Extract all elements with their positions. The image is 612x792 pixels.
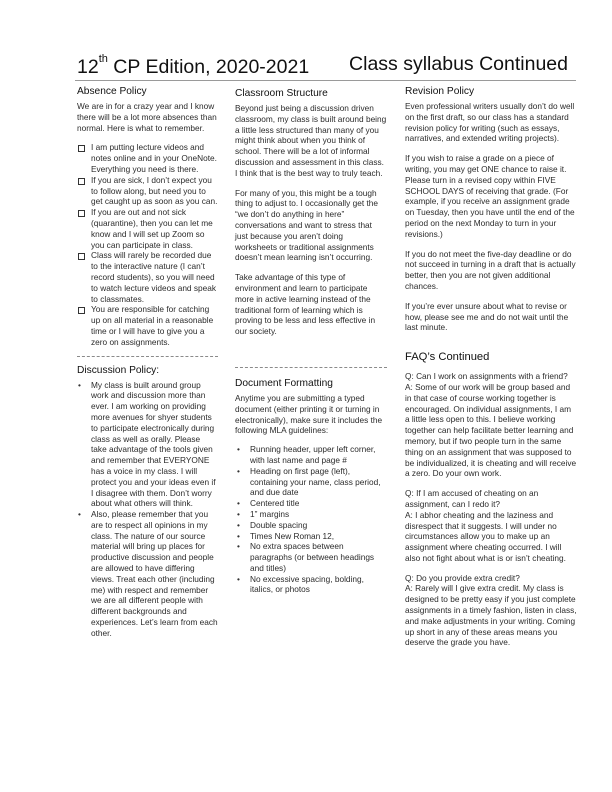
absence-policy-title: Absence Policy [77, 86, 147, 97]
discussion-list [77, 380, 218, 639]
edition-prefix: 12 [77, 56, 99, 78]
faq-list [405, 371, 577, 648]
revision-paragraph: Even professional writers usually don’t do well on the first draft, so our class has a standard revision policy for writing (such as essays, narratives, and extended writing projects). [405, 101, 575, 144]
section-divider [235, 367, 387, 368]
absence-item: If you are out and not sick (quarantine), then you can let me know and I will set up Zoom so you can participate in class. [77, 207, 218, 250]
classroom-paragraph: Beyond just being a discussion driven classroom, my class is built around being a little less structured than many of you might think about when you think of school. There will be a lot of informal discussion and assessment in this class. I think that is the best way to truly teach. [235, 103, 387, 178]
column-left [77, 86, 218, 639]
formatting-intro: Anytime you are submitting a typed document (either printing it or turning in electronically), make sure it includes the following MLA guidelines: [235, 392, 383, 436]
header-divider [75, 80, 576, 81]
formatting-item: • Times New Roman 12, [235, 531, 387, 542]
revision-policy-title: Revision Policy [405, 86, 475, 97]
document-formatting-title: Document Formatting [235, 377, 333, 389]
revision-paragraph: If you’re ever unsure about what to revise or how, please see me and do not wait until the last minute. [405, 300, 569, 333]
absence-intro: We are in for a crazy year and I know there will be a lot more absences than normal. Here is what to remember. [77, 101, 217, 133]
discussion-item: • My class is built around group work and discussion more than ever. I am working on providing more avenues for shyer students to participate electronically during class as well as orally. Please take advantage of the tools given and remember that EVERYONE has a voice in my class. I will protect you and your ideas even if I disagree with them. Don’t worry about what others will think. [77, 380, 218, 510]
faq-item: Q: If I am accused of cheating on an assignment, can I redo it? A: I abhor cheating and the laziness and disrespect that it suggests. I will under no circumstances allow you to make up an assignment where cheating occurred. I will also not fight about what is or isn’t cheating. [405, 488, 566, 563]
classroom-paragraph: Take advantage of this type of environment and learn to participate more in active learning instead of the traditional form of learning which is proving to be less and less effective in our society. [235, 272, 376, 337]
formatting-item: • No extra spaces between paragraphs (or between headings and titles) [235, 541, 387, 573]
faq-item: Q: Can I work on assignments with a friend? A: Some of our work will be group based and in that case of course working together is encouraged. On individual assignments, I am a little less open to this. I believe working together can help facilitate better learning and memory, but if two people turn in the same thing on an assignment that was supposed to be individualized, it is cheating and will receive a zero. Do your own work. [405, 371, 577, 479]
discussion-policy-title: Discussion Policy: [77, 364, 160, 376]
faq-title: FAQ’s Continued [405, 351, 490, 364]
absence-list [77, 142, 218, 347]
formatting-item: • No excessive spacing, bolding, italics, or photos [235, 574, 387, 596]
column-middle [235, 88, 387, 595]
absence-item: If you are sick, I don’t expect you to follow along, but need you to get caught up as soon as you can. [77, 175, 218, 207]
discussion-item: • Also, please remember that you are to respect all opinions in my class. The nature of our source material will bring up places for productive discussion and people are allowed to have differing views. Treat each other (including me) with respect and remember we are all different people with different backgrounds and experiences. Let’s learn from each other. [77, 509, 218, 639]
column-right [405, 86, 577, 657]
formatting-item: • Double spacing [235, 520, 387, 531]
faq-item: Q: Do you provide extra credit? A: Rarely will I give extra credit. My class is designed to be pretty easy if you just complete assignments in a timely fashion, listen in class, and make adjustments in your writing. Coming up short in any of these areas means you deserve the grade you have. [405, 572, 577, 648]
revision-paragraph: If you do not meet the five-day deadline or do not succeed in turning in a draft that is actually better, then you are not given additional chances. [405, 248, 576, 291]
edition-rest: CP Edition, 2020-2021 [107, 56, 310, 78]
formatting-item: • 1” margins [235, 509, 387, 520]
edition-superscript: th [98, 53, 108, 65]
formatting-item: • Heading on first page (left), containing your name, class period, and due date [235, 466, 387, 498]
absence-item: You are responsible for catching up on all material in a reasonable time or I will have to give you a zero on assignments. [77, 304, 218, 347]
absence-item: I am putting lecture videos and notes online and in your OneNote. Everything you need is there. [77, 142, 218, 174]
absence-item: Class will rarely be recorded due to the interactive nature (I can’t record students), so you will need to watch lecture videos and speak to classmates. [77, 250, 218, 304]
edition-heading [77, 53, 310, 79]
section-divider [77, 356, 218, 357]
formatting-list [235, 444, 387, 595]
classroom-structure-title: Classroom Structure [235, 88, 328, 99]
classroom-paragraph: For many of you, this might be a tough thing to adjust to. I occasionally get the “we don’t do anything in here” conversations and want to stress that just because you aren’t doing worksheets or traditional assignments doesn’t mean learning isn’t occurring. [235, 187, 378, 263]
formatting-item: • Running header, upper left corner, with last name and page # [235, 444, 387, 466]
syllabus-title: Class syllabus Continued [349, 53, 568, 75]
formatting-item: • Centered title [235, 498, 387, 509]
revision-paragraph: If you wish to raise a grade on a piece of writing, you may get ONE chance to raise it. Please turn in a revised copy within FIVE SCHOOL DAYS of receiving that grade. (For example, if you receive an assignment grade on Tuesday, then you have until the end of the period on the next Monday to turn in your revisions.) [405, 153, 575, 239]
